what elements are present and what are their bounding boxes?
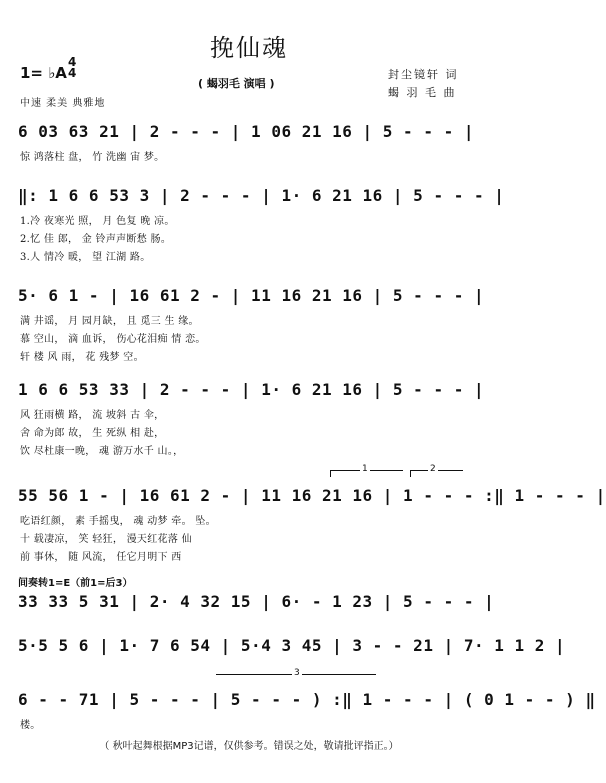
staff-4-notes: 1 6 6 53 33 | 2 - - - | 1· 6 21 16 | 5 - - - | bbox=[18, 380, 485, 399]
staff-8-lyric-1: 楼。 bbox=[20, 720, 41, 731]
staff-3-lyric-3: 轩 楼 风 雨， 花 残梦 空。 bbox=[20, 352, 144, 363]
tempo-marking: 中速 柔美 典雅地 bbox=[20, 98, 106, 109]
staff-1-notes: 6 03 63 21 | 2 - - - | 1 06 21 16 | 5 - - - | bbox=[18, 122, 474, 141]
staff-5-lyric-3: 前 事休， 随 风流， 任它月明下 西 bbox=[20, 552, 182, 563]
staff-3-lyric-1: 满 井谣， 月 园月缺， 且 觅三 生 缘。 bbox=[20, 316, 199, 327]
staff-2-lyric-2: 2.忆 佳 郎， 金 铃声声断愁 肠。 bbox=[20, 234, 172, 245]
time-signature-bottom: 4 bbox=[68, 66, 77, 80]
staff-2-lyric-3: 3.人 情冷 暖， 望 江湖 路。 bbox=[20, 252, 151, 263]
triplet-number: 3 bbox=[294, 668, 300, 678]
staff-3-lyric-2: 慕 空山， 滴 血诉， 伤心花泪痴 情 恋。 bbox=[20, 334, 206, 345]
key-signature: 1= ♭A bbox=[20, 64, 67, 82]
song-title: 挽仙魂 bbox=[210, 34, 288, 62]
staff-6-notes: 33 33 5 31 | 2· 4 32 15 | 6· - 1 23 | 5 - - - | bbox=[18, 592, 495, 611]
staff-4-lyric-3: 饮 尽杜康一晚， 魂 游万水千 山。， bbox=[20, 446, 184, 457]
staff-7-notes: 5·5 5 6 | 1· 7 6 54 | 5·4 3 45 | 3 - - 21 | 7· 1 1 2 | bbox=[18, 636, 566, 655]
staff-5-lyric-2: 十 载凄凉， 笑 轻狂， 漫天红花落 仙 bbox=[20, 534, 192, 545]
staff-3-notes: 5· 6 1 - | 16 61 2 - | 11 16 21 16 | 5 - - - | bbox=[18, 286, 485, 305]
staff-1-lyric-1: 惊 鸿落柱 盘， 竹 洗幽 宙 梦。 bbox=[20, 152, 165, 163]
lyricist-credit: 封尘镜轩 词 bbox=[388, 68, 459, 81]
staff-4-lyric-1: 风 狂雨横 路， 流 坡斜 古 伞， bbox=[20, 410, 165, 421]
modulation-note: 间奏转1=E（前1=后3） bbox=[18, 578, 133, 589]
staff-8-notes: 6 - - 71 | 5 - - - | 5 - - - ) :‖ 1 - - - | ( 0 1 - - ) ‖ bbox=[18, 690, 596, 709]
staff-5-notes: 55 56 1 - | 16 61 2 - | 11 16 21 16 | 1 - - - :‖ 1 - - - | bbox=[18, 486, 606, 505]
composer-credit: 蝎 羽 毛 曲 bbox=[388, 86, 457, 99]
staff-2-lyric-1: 1.冷 夜寒光 照， 月 色复 晚 凉。 bbox=[20, 216, 175, 227]
volta-2-number: 2 bbox=[430, 464, 436, 474]
volta-1-number: 1 bbox=[362, 464, 368, 474]
staff-2-notes: ‖: 1 6 6 53 3 | 2 - - - | 1· 6 21 16 | 5 - - - | bbox=[18, 186, 505, 205]
singer-credit: ( 蝎羽毛 演唱 ) bbox=[198, 77, 275, 90]
staff-4-lyric-2: 舍 命为郎 故， 生 死纵 相 赴， bbox=[20, 428, 165, 439]
time-signature bbox=[68, 57, 76, 79]
transcription-footnote: （ 秋叶起舞根据MP3记谱，仅供参考。错误之处，敬请批评指正。） bbox=[99, 741, 399, 752]
staff-5-lyric-1: 吃语红颜， 素 手摇曳， 魂 动梦 牵。 坠。 bbox=[20, 516, 216, 527]
time-signature-top: 4 bbox=[68, 55, 77, 69]
